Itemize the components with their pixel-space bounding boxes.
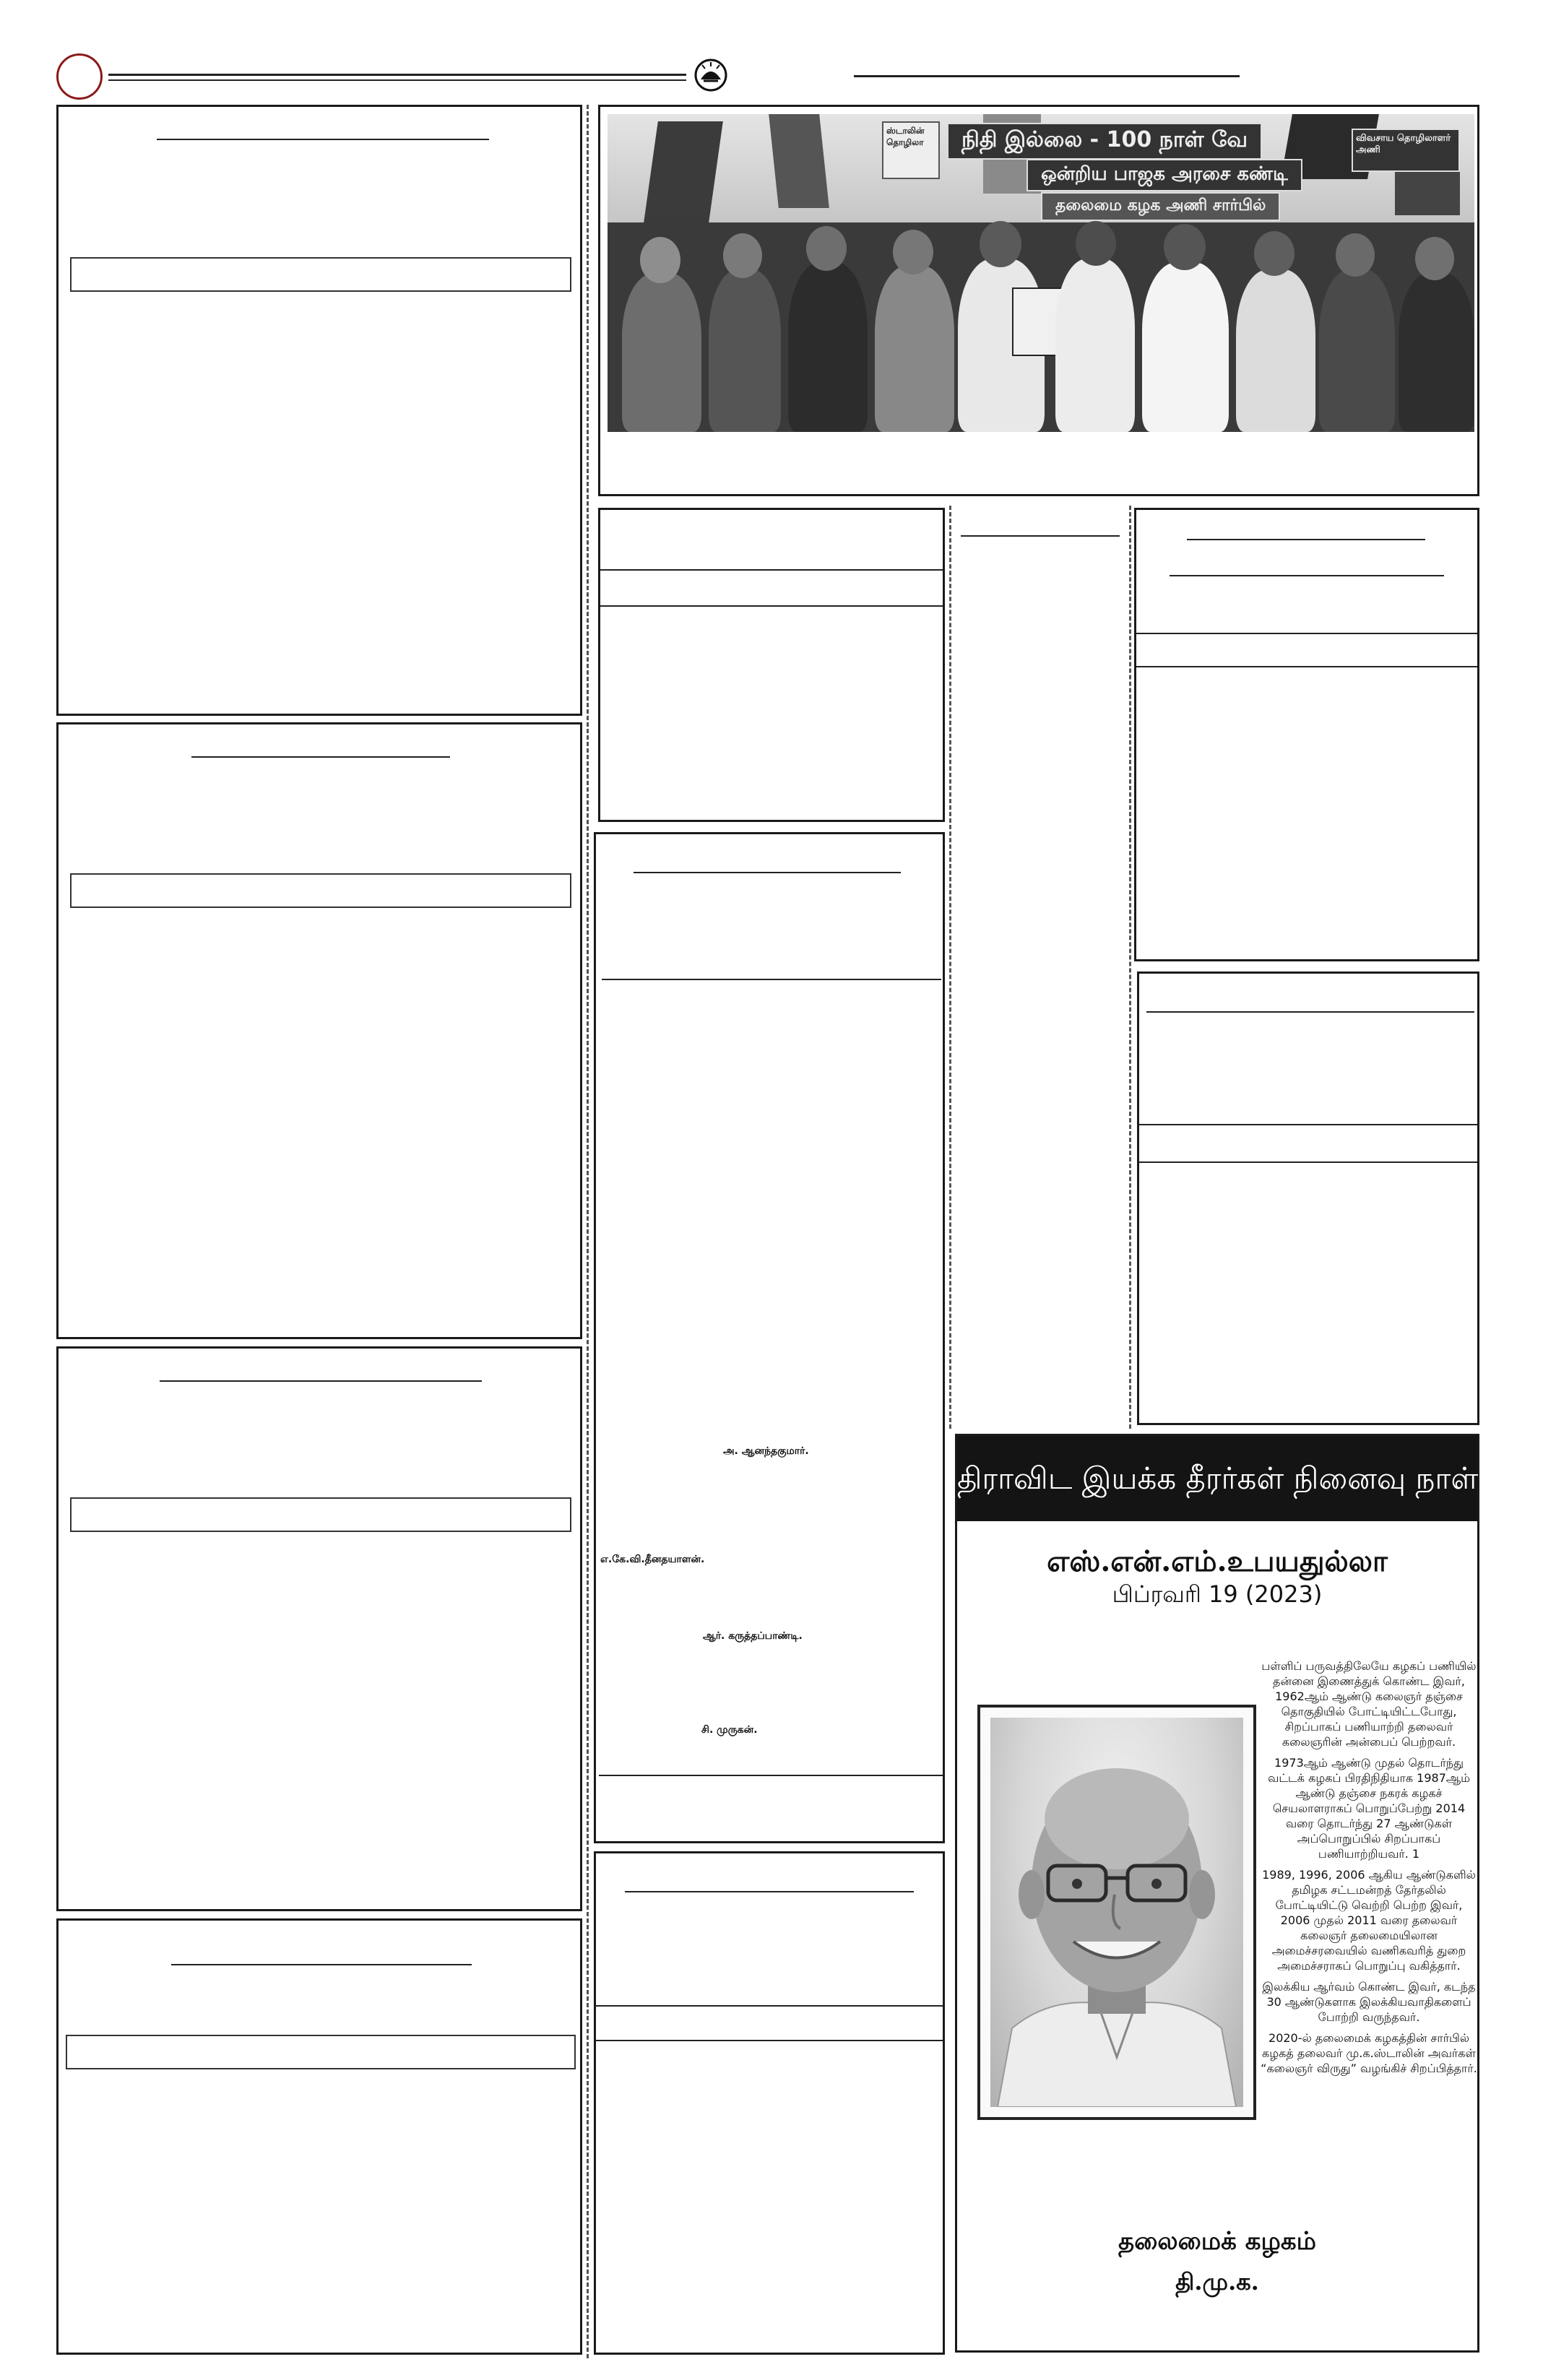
article-box-4 xyxy=(56,1918,582,2355)
header-rule-right xyxy=(854,75,1240,77)
article-box-5 xyxy=(598,508,945,822)
memorial-footer-party: தி.மு.க. xyxy=(1175,2268,1259,2295)
photo-frame xyxy=(598,105,1479,496)
memorial-name: எஸ்.என்.எம்.உபயதுல்லா xyxy=(1047,1544,1388,1578)
memorial-footer-org: தலைமைக் கழகம் xyxy=(1118,2227,1316,2256)
article-7-rule-1 xyxy=(596,2005,943,2007)
article-6-divider xyxy=(602,979,941,980)
narrow-column-title-rule xyxy=(961,535,1120,537)
bio-paragraph-1: பள்ளிப் பருவத்திலேயே கழகப் பணியில் தன்னை இணைத்துக் கொண்ட இவர், 1962ஆம் ஆண்டு கலைஞர் தஞ்சை தொகுதியில் போட்டியிட்டபோது, சிறப்பாகப் பணியாற்றி தலைவர் கலைஞரின் அன்பைப் பெற்றவர். xyxy=(1261,1659,1477,1749)
article-box-2 xyxy=(56,722,582,1339)
signature-4: சி. முருகன். xyxy=(701,1724,758,1736)
signature-3: ஆர். கருத்தப்பாண்டி. xyxy=(703,1630,803,1642)
bio-paragraph-2: 1973ஆம் ஆண்டு முதல் தொடர்ந்து வட்டக் கழகப் பிரதிநிதியாக 1987ஆம் ஆண்டு தஞ்சை நகரக் கழகச் செயலாளராகப் பொறுப்பேற்று 2014 வரை தொடர்ந்து 27 ஆண்டுகள் அப்பொறுப்பில் சிறப்பாகப் பணியாற்றியவர். 1 xyxy=(1268,1756,1470,1861)
bio-paragraph-5: 2020-ல் தலைமைக் கழகத்தின் சார்பில் கழகத் தலைவர் மு.க.ஸ்டாலின் அவர்கள் “கலைஞர் விருது” வழங்கிச் சிறப்பித்தார். xyxy=(1261,2031,1477,2075)
bio-paragraph-3: 1989, 1996, 2006 ஆகிய ஆண்டுகளில் தமிழக சட்டமன்றத் தேர்தலில் போட்டியிட்டு வெற்றி பெற்ற இவர், 2006 முதல் 2011 வரை தலைவர் கலைஞர் தலைமையிலான அமைச்சரவையில் வணிகவரித் துறை அமைச்சராகப் பொறுப்பு வகித்தார். xyxy=(1262,1868,1476,1973)
memorial-heading: திராவிட இயக்க தீரர்கள் நினைவு நாள் xyxy=(957,1436,1477,1521)
page-number-circle xyxy=(56,53,103,100)
article-5-rule-1 xyxy=(600,569,943,571)
column-separator-right xyxy=(1129,506,1131,1429)
article-4-caption-box xyxy=(66,2035,576,2069)
memorial-date: பிப்ரவரி 19 (2023) xyxy=(1112,1580,1323,1608)
article-1-caption-box xyxy=(70,257,571,292)
article-5-rule-2 xyxy=(600,605,943,607)
photo-banner-main: நிதி இல்லை - 100 நாள் வே xyxy=(947,123,1262,160)
article-2-caption-box xyxy=(70,873,571,908)
bio-paragraph-4: இலக்கிய ஆர்வம் கொண்ட இவர், கடந்த 30 ஆண்டுகளாக இலக்கியவாதிகளைப் போற்றி வருந்தவர். xyxy=(1262,1980,1476,2024)
article-7-title-rule xyxy=(625,1891,914,1892)
photo-placard-left: ஸ்டாலின் தொழிலா xyxy=(882,121,940,179)
article-7-rule-2 xyxy=(596,2040,943,2041)
memorial-notice xyxy=(955,1434,1479,2353)
article-9-title-rule xyxy=(1146,1011,1474,1013)
article-8-title-rule-2 xyxy=(1170,575,1444,576)
header-rule-left-thin xyxy=(108,79,686,81)
article-box-3 xyxy=(56,1346,582,1911)
photo-placard-right: விவசாய தொழிலாளர் அணி xyxy=(1352,129,1460,172)
article-box-8 xyxy=(1134,508,1479,961)
article-9-rule-2 xyxy=(1139,1161,1477,1163)
article-6-title-rule xyxy=(634,872,901,873)
article-6-bottom-rule xyxy=(599,1775,943,1776)
article-8-title-rule-1 xyxy=(1187,539,1425,540)
protest-photo xyxy=(608,114,1474,432)
article-box-6 xyxy=(594,832,945,1843)
article-4-title-rule xyxy=(171,1964,472,1965)
article-2-title-rule xyxy=(191,756,450,758)
article-box-9 xyxy=(1137,972,1479,1425)
article-3-title-rule xyxy=(160,1380,482,1382)
article-3-caption-box xyxy=(70,1497,571,1532)
header-rule-left xyxy=(108,74,686,76)
memorial-biography xyxy=(1261,1658,1477,2082)
article-8-rule-1 xyxy=(1136,633,1477,634)
article-box-7 xyxy=(594,1851,945,2355)
column-separator-left xyxy=(587,105,589,2358)
photo-banner-third: தலைமை கழக அணி சார்பில் xyxy=(1041,192,1280,221)
article-8-rule-2 xyxy=(1136,666,1477,667)
column-separator-middle xyxy=(949,506,951,1429)
article-box-1 xyxy=(56,105,582,716)
rising-sun-emblem-icon xyxy=(693,58,728,92)
photo-banner-second: ஒன்றிய பாஜக அரசை கண்டி xyxy=(1026,159,1302,191)
signature-1: அ. ஆனந்தகுமார். xyxy=(723,1445,809,1457)
article-1-title-rule xyxy=(157,139,489,140)
memorial-portrait xyxy=(977,1705,1256,2120)
article-9-rule-1 xyxy=(1139,1124,1477,1125)
signature-2: எ.கே.வி.தீனதயாளன். xyxy=(600,1554,705,1565)
